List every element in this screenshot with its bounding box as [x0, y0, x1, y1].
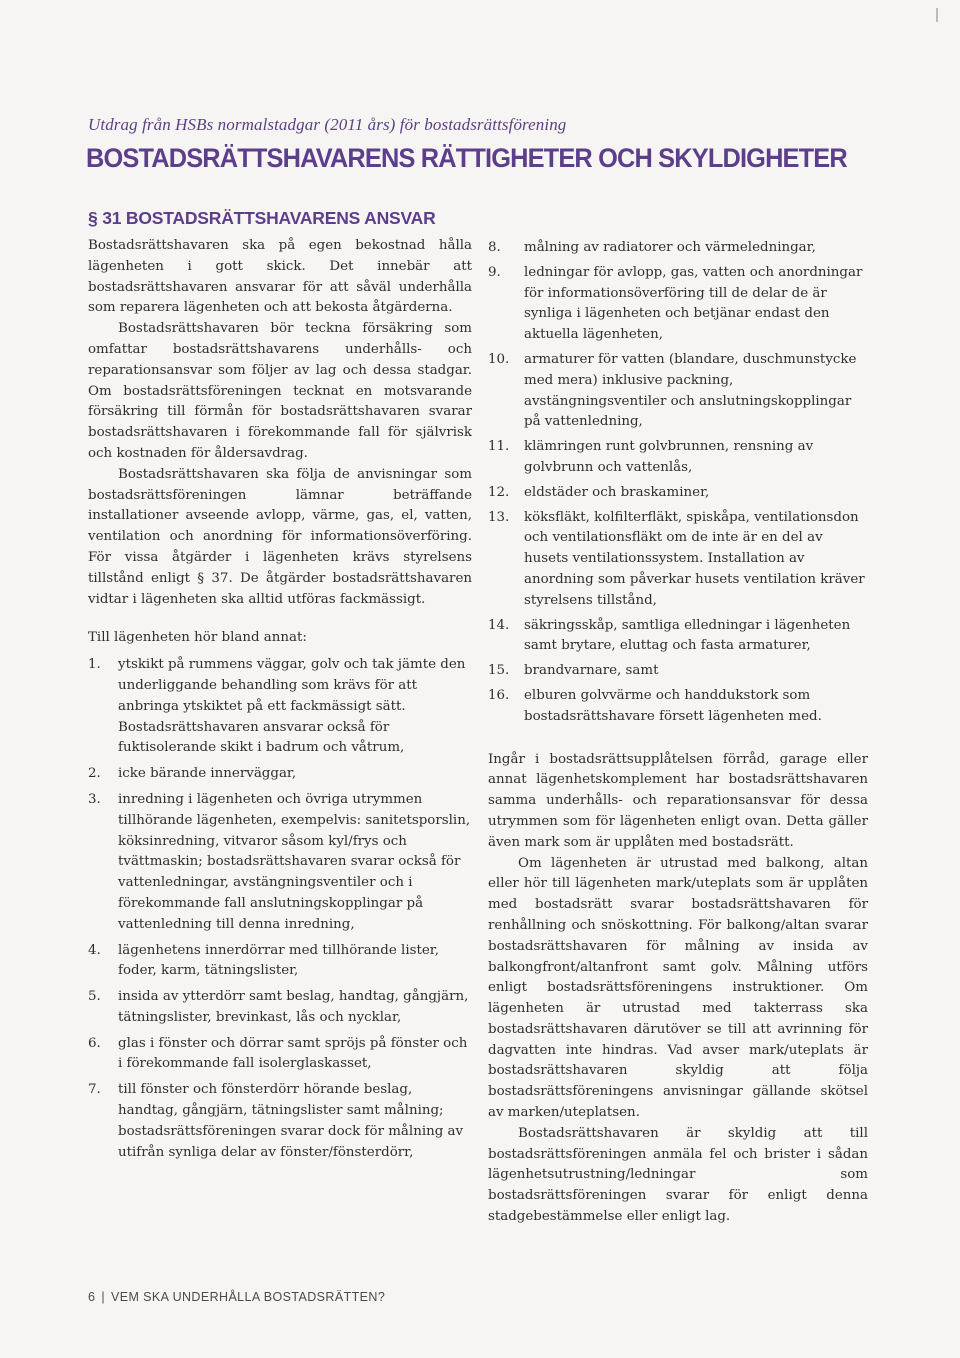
list-item [88, 790, 472, 936]
list-text: klämringen runt golvbrunnen, rensning av golvbrunn och vattenlås, [524, 439, 814, 475]
list-number: 1. [88, 657, 101, 673]
left-column [88, 236, 472, 1168]
list-number: 11. [488, 439, 510, 455]
list-number: 13. [488, 509, 510, 525]
list-text: glas i fönster och dörrar samt spröjs på fönster och i förekommande fall isolerglaskasset, [118, 1035, 468, 1072]
list-item [488, 686, 868, 728]
list-number: 14. [488, 617, 510, 633]
list-item [488, 661, 868, 682]
list-text: ytskikt på rummens väggar, golv och tak jämte den underliggande behandling som krävs för att anbringa ytskiktet på ett fackmässigt sätt. Bostadsrättshavaren ansvarar också för fuktisolerande skikt i badrum och våtrum, [118, 657, 466, 756]
list-number: 15. [488, 663, 510, 679]
right-column [488, 238, 868, 1228]
list-text: elburen golvvärme och handdukstork som bostadsrättshavare försett lägenheten med. [524, 687, 822, 724]
list-item [88, 655, 472, 759]
responsibility-list [88, 655, 472, 1163]
paragraph: Om lägenheten är utrustad med balkong, altan eller hör till lägenheten mark/uteplats som är upplåten med bostadsrätt svarar bostadsrättshavaren för renhållning och snöskottning. För balkong/altan svarar bostadsrättshavaren för målning av insida av balkongfront/altanfront samt golv. Målning utförs enligt bostadsrättsföreningens instruktioner. Om lägenheten är utrustad med takterrass ska bostadsrättshavaren därutöver se till att avrinning för dagvatten inte hindras. Vad avser mark/uteplats är bostadsrättshavaren skyldig att följa bostadsrättsföreningens anvisningar gällande skötsel av marken/uteplatsen. [488, 855, 868, 1121]
list-text: insida av ytterdörr samt beslag, handtag, gångjärn, tätningslister, brevinkast, lås och nycklar, [118, 989, 469, 1025]
list-text: säkringsskåp, samtliga elledningar i lägenheten samt brytare, eluttag och fasta armaturer, [524, 617, 851, 654]
list-number: 2. [88, 766, 101, 782]
paragraph: Ingår i bostadsrättsupplåtelsen förråd, garage eller annat lägenhetskomplement har bostadsrättshavaren samma underhålls- och reparationsansvar för dessa utrymmen som för lägenheten enligt ovan. Detta gäller även mark som är upplåten med bostadsrätt. [488, 751, 868, 850]
list-number: 16. [488, 687, 510, 703]
list-number: 8. [488, 240, 501, 255]
list-intro: Till lägenheten hör bland annat: [88, 630, 307, 646]
list-item [88, 1034, 472, 1076]
list-number: 10. [488, 351, 510, 367]
list-text: till fönster och fönsterdörr hörande beslag, handtag, gångjärn, tätningslister samt målning; bostadsrättsföreningen svarar dock för målning av utifrån synliga delar av fönster/fönsterdörr, [118, 1082, 464, 1160]
page-title: BOSTADSRÄTTSHAVARENS RÄTTIGHETER OCH SKYLDIGHETER [86, 143, 847, 173]
page-number: 6 [88, 1290, 96, 1304]
list-item [88, 1080, 472, 1163]
list-number: 7. [88, 1082, 101, 1098]
right-prose [488, 750, 868, 1228]
list-number: 9. [488, 264, 501, 280]
list-number: 6. [88, 1035, 101, 1051]
list-item [88, 764, 472, 785]
list-number: 4. [88, 942, 101, 958]
list-text: köksfläkt, kolfilterfläkt, spiskåpa, ventilationsdon och ventilationsfläkt om de inte är en del av husets ventilationssystem. Installation av anordning som påverkar husets ventilation kräver styrelsens tillstånd, [524, 509, 865, 608]
list-item [488, 263, 868, 346]
list-number: 5. [88, 989, 101, 1005]
scan-mark [936, 8, 938, 22]
list-text: icke bärande innerväggar, [118, 766, 297, 782]
footer-separator: | [101, 1290, 106, 1304]
list-text: ledningar för avlopp, gas, vatten och anordningar för informationsöverföring till de delar de är synliga i lägenheten och betjänar endast den aktuella lägenheten, [524, 264, 863, 343]
list-text: målning av radiatorer och värmeledningar, [524, 240, 816, 255]
paragraph: Bostadsrättshavaren ska följa de anvisningar som bostadsrättsföreningen lämnar beträffande installationer avseende avlopp, värme, gas, el, vatten, ventilation och anordning för informationsöverföring. För vissa åtgärder i lägenheten krävs styrelsens tillstånd enligt § 37. De åtgärder bostadsrättshavaren vidtar i lägenheten ska alltid utföras fackmässigt. [88, 466, 472, 607]
list-text: brandvarnare, samt [524, 663, 659, 679]
list-item [488, 238, 868, 259]
paragraph: Bostadsrättshavaren ska på egen bekostnad hålla lägenheten i gott skick. Det innebär att bostadsrättshavaren ansvarar för att såväl underhålla som reparera lägenheten och att bekosta åtgärderna. [88, 238, 472, 316]
list-item [488, 508, 868, 612]
list-item [88, 941, 472, 983]
responsibility-list-continued [488, 238, 868, 728]
list-item [488, 437, 868, 479]
list-text: inredning i lägenheten och övriga utrymmen tillhörande lägenheten, exempelvis: sanitetsporslin, köksinredning, vitvaror såsom kyl/frys och tvättmaskin; bostadsrättshavaren svarar också för vattenledningar, avstängningsventiler och i förekommande fall anslutningskopplingar på vattenledning till denna inredning, [118, 791, 471, 932]
list-item [88, 987, 472, 1029]
footer-text: VEM SKA UNDERHÅLLA BOSTADSRÄTTEN? [111, 1290, 386, 1304]
list-text: lägenhetens innerdörrar med tillhörande lister, foder, karm, tätningslister, [118, 942, 439, 979]
list-item [488, 350, 868, 433]
paragraph: Bostadsrättshavaren bör teckna försäkring som omfattar bostadsrättshavarens underhålls- och reparationsansvar som följer av lag och dessa stadgar. Om bostadsrättsföreningen tecknat en motsvarande försäkring till förmån för bostadsrättshavaren svarar bostadsrättshavaren i förekommande fall för självrisk och kostnaden för åldersavdrag. [88, 321, 472, 461]
list-item [488, 483, 868, 504]
paragraph: Bostadsrättshavaren är skyldig att till bostadsrättsföreningen anmäla fel och brister i sådan lägenhetsutrustning/ledningar som bostadsrättsföreningen svarar för enligt denna stadgebestämmelse eller enligt lag. [488, 1125, 868, 1225]
section-heading: § 31 BOSTADSRÄTTSHAVARENS ANSVAR [88, 208, 436, 228]
intro-text: Utdrag från HSBs normalstadgar (2011 års) för bostadsrättsförening [88, 115, 567, 134]
list-text: eldstäder och braskaminer, [524, 484, 710, 500]
list-number: 12. [488, 484, 510, 500]
page-footer [88, 1290, 385, 1304]
list-text: armaturer för vatten (blandare, duschmunstycke med mera) inklusive packning, avstängningsventiler och anslutningskopplingar på vattenledning, [524, 351, 857, 430]
list-number: 3. [88, 791, 101, 807]
list-item [488, 616, 868, 658]
